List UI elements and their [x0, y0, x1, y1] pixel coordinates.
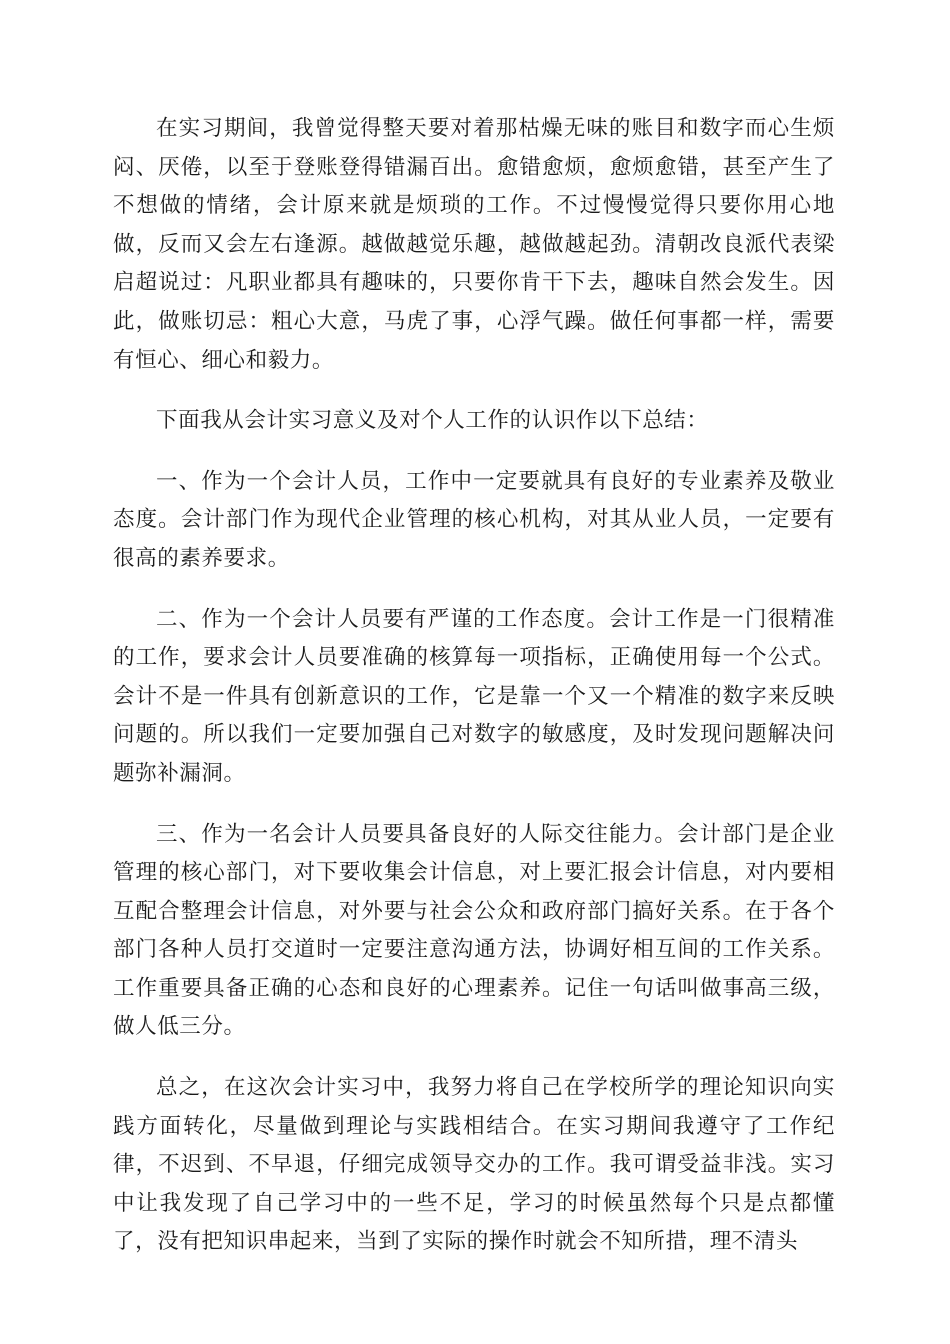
paragraph-summary-intro: 下面我从会计实习意义及对个人工作的认识作以下总结： — [156, 408, 709, 434]
paragraph-point-one: 一、作为一个会计人员，工作中一定要就具有良好的专业素养及敬业态度。会计部门作为现代企业管理的核心机构，对其从业人员，一定要有很高的素养要求。 — [113, 468, 835, 571]
paragraph-internship-experience: 在实习期间，我曾觉得整天要对着那枯燥无味的账目和数字而心生烦闷、厌倦，以至于登账登得错漏百出。愈错愈烦，愈烦愈错，甚至产生了不想做的情绪，会计原来就是烦琐的工作。不过慢慢觉得只要你用心地做，反而又会左右逢源。越做越觉乐趣，越做越起劲。清朝改良派代表梁启超说过：凡职业都具有趣味的，只要你肯干下去，趣味自然会发生。因此，做账切忌：粗心大意，马虎了事，心浮气躁。做任何事都一样，需要有恒心、细心和毅力。 — [113, 116, 835, 373]
paragraph-point-two: 二、作为一个会计人员要有严谨的工作态度。会计工作是一门很精准的工作，要求会计人员要准确的核算每一项指标，正确使用每一个公式。会计不是一件具有创新意识的工作，它是靠一个又一个精准的数字来反映问题的。所以我们一定要加强自己对数字的敏感度，及时发现问题解决问题弥补漏洞。 — [113, 606, 835, 786]
paragraph-conclusion: 总之，在这次会计实习中，我努力将自己在学校所学的理论知识向实践方面转化，尽量做到理论与实践相结合。在实习期间我遵守了工作纪律，不迟到、不早退，仔细完成领导交办的工作。我可谓受益非浅。实习中让我发现了自己学习中的一些不足，学习的时候虽然每个只是点都懂了，没有把知识串起来，当到了实际的操作时就会不知所措，理不清头 — [113, 1075, 835, 1255]
paragraph-point-three: 三、作为一名会计人员要具备良好的人际交往能力。会计部门是企业管理的核心部门，对下要收集会计信息，对上要汇报会计信息，对内要相互配合整理会计信息，对外要与社会公众和政府部门搞好关系。在于各个部门各种人员打交道时一定要注意沟通方法，协调好相互间的工作关系。工作重要具备正确的心态和良好的心理素养。记住一句话叫做事高三级，做人低三分。 — [113, 821, 835, 1040]
document-body — [113, 110, 835, 1284]
